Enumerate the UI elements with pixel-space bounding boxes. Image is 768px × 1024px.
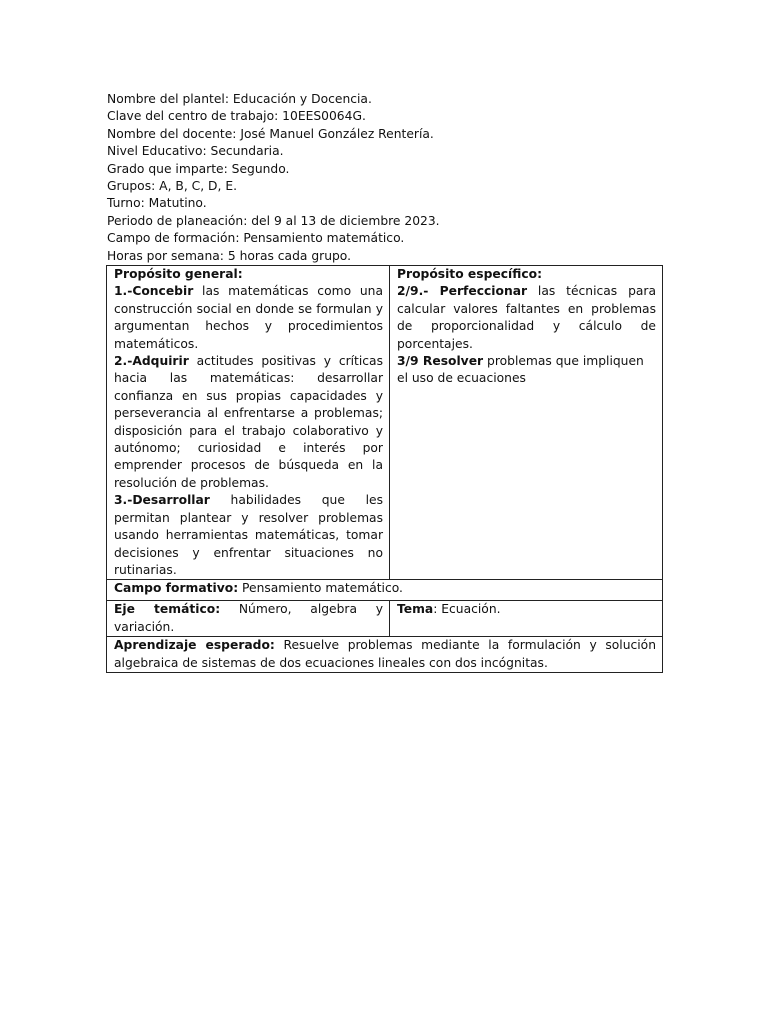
item-keyword: 3/9 Resolver bbox=[397, 354, 484, 369]
education-level-line: Nivel Educativo: Secundaria. bbox=[107, 144, 284, 159]
specific-purpose-cell bbox=[390, 266, 663, 580]
formative-field-value: Pensamiento matemático. bbox=[238, 581, 403, 596]
expected-learning-label: Aprendizaje esperado: bbox=[114, 638, 275, 653]
topic-cell bbox=[390, 601, 663, 637]
specific-purpose-title: Propósito específico: bbox=[397, 267, 542, 281]
general-purpose-title: Propósito general: bbox=[114, 267, 243, 281]
general-purpose-item bbox=[114, 283, 383, 353]
expected-learning-value: Resuelve problemas mediante la formulación y solución algebraica de sistemas de dos ecuaciones lineales con dos incógnitas. bbox=[114, 638, 656, 670]
weekly-hours-line: Horas por semana: 5 horas cada grupo. bbox=[107, 248, 352, 263]
school-info-header bbox=[107, 91, 667, 265]
expected-learning-row bbox=[107, 637, 663, 673]
item-text: problemas que impliquen el uso de ecuaciones bbox=[397, 354, 644, 386]
item-text: las técnicas para calcular valores faltantes en problemas de proporcionalidad y cálculo de porcentajes. bbox=[397, 284, 657, 351]
item-text: actitudes positivas y críticas hacia las matemáticas: desarrollar confianza en sus propias capacidades y perseverancia al enfrentarse a problemas; disposición para el trabajo colaborativo y autónomo; curiosidad e interés por emprender procesos de búsqueda en la resolución de problemas. bbox=[114, 354, 383, 490]
general-purpose-item bbox=[114, 492, 383, 579]
formative-field-label: Campo formativo: bbox=[114, 581, 239, 596]
grade-line: Grado que imparte: Segundo. bbox=[107, 161, 290, 176]
school-name-line: Nombre del plantel: Educación y Docencia. bbox=[107, 92, 372, 106]
specific-purpose-item bbox=[397, 353, 656, 388]
axis-topic-row bbox=[107, 601, 663, 637]
formative-field-cell bbox=[107, 580, 663, 601]
shift-line: Turno: Matutino. bbox=[107, 196, 207, 211]
item-keyword: 2.-Adquirir bbox=[114, 354, 189, 369]
planning-period-line: Periodo de planeación: del 9 al 13 de diciembre 2023. bbox=[107, 213, 440, 228]
thematic-axis-value: Número, algebra y variación. bbox=[114, 602, 383, 634]
item-text: habilidades que les permitan plantear y resolver problemas usando herramientas matemáticas, tomar decisiones y enfrentar situaciones no rutinarias. bbox=[114, 493, 383, 577]
general-purpose-cell bbox=[107, 266, 390, 580]
thematic-axis-cell bbox=[107, 601, 390, 637]
topic-value: : Ecuación. bbox=[433, 602, 501, 617]
training-field-line: Campo de formación: Pensamiento matemático. bbox=[107, 231, 405, 246]
thematic-axis-label: Eje temático: bbox=[114, 602, 221, 617]
purposes-row bbox=[107, 266, 663, 580]
planning-table bbox=[106, 265, 663, 673]
formative-field-row bbox=[107, 580, 663, 601]
specific-purpose-item bbox=[397, 283, 656, 353]
expected-learning-cell bbox=[107, 637, 663, 673]
item-text: las matemáticas como una construcción social en donde se formulan y argumentan hechos y procedimientos matemáticos. bbox=[114, 284, 383, 351]
teacher-name-line: Nombre del docente: José Manuel González Rentería. bbox=[107, 126, 434, 141]
item-keyword: 2/9.- Perfeccionar bbox=[397, 284, 528, 299]
groups-line: Grupos: A, B, C, D, E. bbox=[107, 179, 238, 194]
topic-label: Tema bbox=[397, 602, 434, 617]
work-center-key-line: Clave del centro de trabajo: 10EES0064G. bbox=[107, 109, 366, 124]
item-keyword: 3.-Desarrollar bbox=[114, 493, 210, 508]
general-purpose-item bbox=[114, 353, 383, 492]
item-keyword: 1.-Concebir bbox=[114, 284, 194, 299]
